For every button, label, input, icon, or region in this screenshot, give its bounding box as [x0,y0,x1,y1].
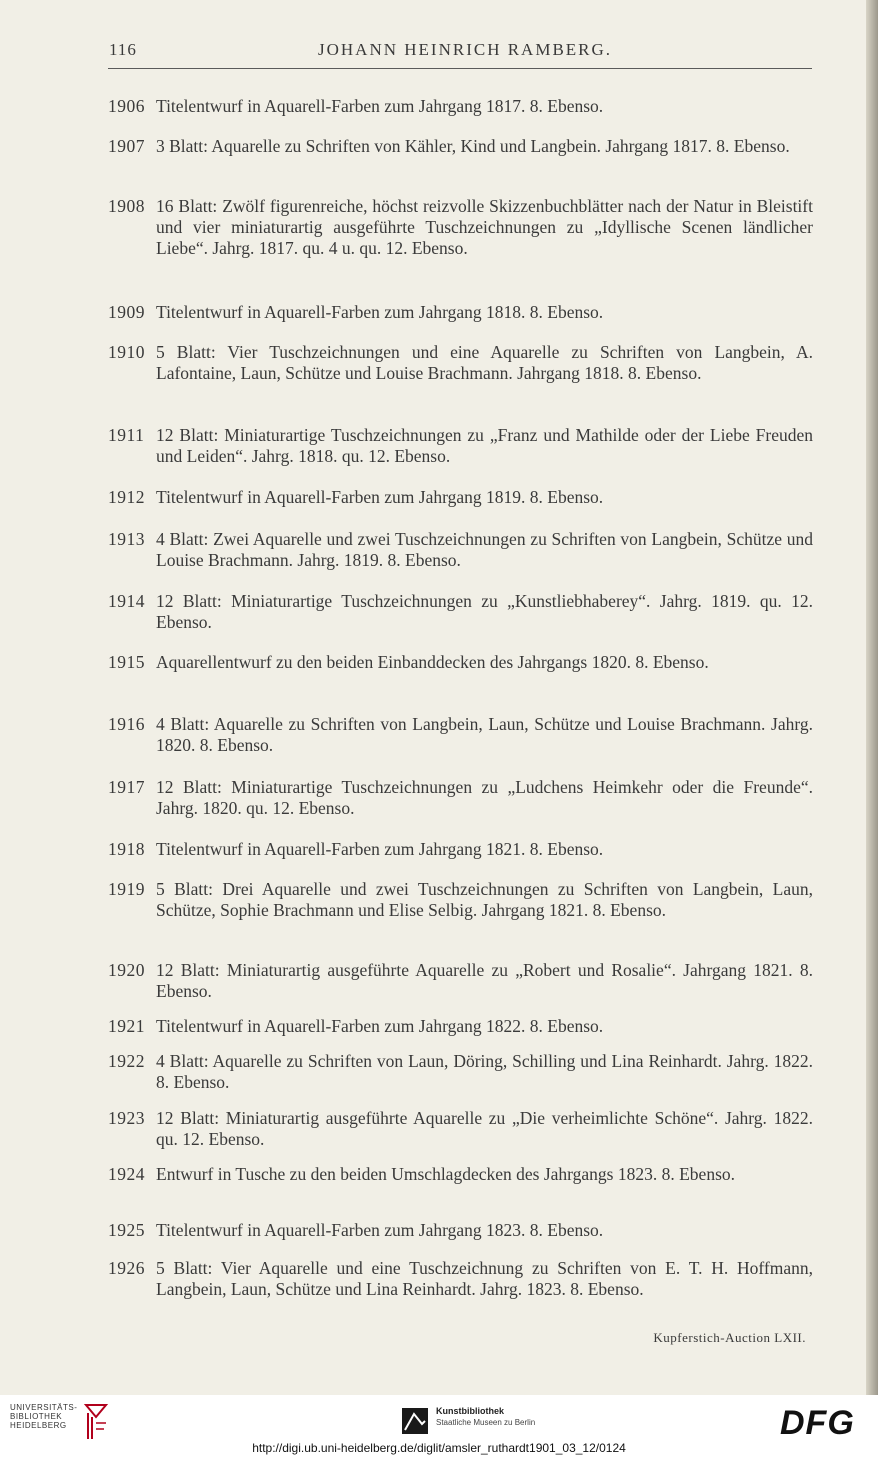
university-library-text: UNIVERSITÄTS- BIBLIOTHEK HEIDELBERG [10,1403,78,1430]
catalogue-entry [108,425,813,467]
entry-text: 3 Blatt: Aquarelle zu Schriften von Kähler, Kind und Langbein. Jahrgang 1817. 8. Ebenso. [156,136,790,156]
catalogue-entry [108,839,813,860]
entry-number: 1920 [108,960,145,980]
entry-text: 12 Blatt: Miniaturartig ausgeführte Aquarelle zu „Die verheimlichte Schöne“. Jahrg. 1822. qu. 12. Ebenso. [156,1108,813,1149]
entry-number: 1922 [108,1051,145,1071]
entry-number: 1911 [108,425,145,445]
entry-text: 4 Blatt: Zwei Aquarelle und zwei Tuschzeichnungen zu Schriften von Langbein, Schütze und Louise Brachmann. Jahrg. 1819. 8. Ebenso. [156,529,813,570]
catalogue-entry [108,342,813,384]
entry-number: 1917 [108,777,145,797]
catalogue-signature: Kupferstich-Auction LXII. [653,1330,806,1345]
entry-number: 1912 [108,487,145,507]
catalogue-entry [108,136,813,157]
kunstbibliothek-title: Kunstbibliothek [436,1406,504,1416]
catalogue-entry [108,879,813,921]
entry-number: 1909 [108,302,145,322]
entry-number: 1921 [108,1016,145,1036]
kunstbibliothek-mark-icon [402,1408,428,1434]
entry-text: 12 Blatt: Miniaturartig ausgeführte Aquarelle zu „Robert und Rosalie“. Jahrgang 1821. 8. Ebenso. [156,960,813,1001]
entry-text: Entwurf in Tusche zu den beiden Umschlagdecken des Jahrgangs 1823. 8. Ebenso. [156,1164,736,1184]
catalogue-entry [108,529,813,571]
entry-text: Titelentwurf in Aquarell-Farben zum Jahrgang 1818. 8. Ebenso. [156,302,604,322]
catalogue-entry [108,302,813,323]
entry-text: 12 Blatt: Miniaturartige Tuschzeichnungen zu „Franz und Mathilde oder der Liebe Freuden und Leiden“. Jahrg. 1818. qu. 12. Ebenso. [156,425,813,466]
entry-number: 1910 [108,342,145,362]
entry-text: Titelentwurf in Aquarell-Farben zum Jahrgang 1819. 8. Ebenso. [156,487,604,507]
dfg-logo[interactable]: DFG [780,1404,855,1442]
header-rule [108,68,812,69]
entry-number: 1914 [108,591,145,611]
catalogue-entry [108,591,813,633]
entry-number: 1926 [108,1258,145,1278]
catalogue-entry [108,777,813,819]
entry-text: Titelentwurf in Aquarell-Farben zum Jahrgang 1823. 8. Ebenso. [156,1220,604,1240]
entry-number: 1915 [108,652,145,672]
entry-number: 1925 [108,1220,145,1240]
catalogue-entry [108,1220,813,1241]
running-head: JOHANN HEINRICH RAMBERG. [318,40,613,59]
entry-text: 4 Blatt: Aquarelle zu Schriften von Langbein, Laun, Schütze und Louise Brachmann. Jahrg. 1820. 8. Ebenso. [156,714,813,755]
catalogue-entry [108,96,813,117]
entry-text: 12 Blatt: Miniaturartige Tuschzeichnungen zu „Ludchens Heimkehr oder die Freunde“. Jahrg. 1820. qu. 12. Ebenso. [156,777,813,818]
entry-number: 1918 [108,839,145,859]
entry-text: Titelentwurf in Aquarell-Farben zum Jahrgang 1817. 8. Ebenso. [156,96,604,116]
permalink-url[interactable]: http://digi.ub.uni-heidelberg.de/diglit/amsler_ruthardt1901_03_12/0124 [252,1441,626,1455]
catalogue-entry [108,196,813,259]
catalogue-entry [108,1051,813,1093]
entry-number: 1916 [108,714,145,734]
catalogue-entry [108,714,813,756]
entry-text: 5 Blatt: Vier Aquarelle und eine Tuschzeichnung zu Schriften von E. T. H. Hoffmann, Langbein, Laun, Schütze und Lina Reinhardt. Jahrg. 1823. 8. Ebenso. [156,1258,813,1299]
catalogue-entry [108,1108,813,1150]
entry-text: Aquarellentwurf zu den beiden Einbanddecken des Jahrgangs 1820. 8. Ebenso. [156,652,709,672]
entry-text: Titelentwurf in Aquarell-Farben zum Jahrgang 1822. 8. Ebenso. [156,1016,604,1036]
page-number: 116 [109,40,137,59]
catalogue-entry [108,487,813,508]
entry-number: 1906 [108,96,145,116]
entry-number: 1907 [108,136,145,156]
catalogue-entry [108,1164,813,1185]
entry-number: 1924 [108,1164,145,1184]
entry-number: 1919 [108,879,145,899]
entry-text: 4 Blatt: Aquarelle zu Schriften von Laun, Döring, Schilling und Lina Reinhardt. Jahrg. 1822. 8. Ebenso. [156,1051,813,1092]
entry-text: 12 Blatt: Miniaturartige Tuschzeichnungen zu „Kunstliebhaberey“. Jahrg. 1819. qu. 12. Ebenso. [156,591,813,632]
catalogue-entry [108,960,813,1002]
entry-number: 1923 [108,1108,145,1128]
kunstbibliothek-logo[interactable] [402,1404,562,1438]
entry-text: 5 Blatt: Vier Tuschzeichnungen und eine Aquarelle zu Schriften von Langbein, A. Lafontaine, Laun, Schütze und Louise Brachmann. Jahrgang 1818. 8. Ebenso. [156,342,813,383]
catalogue-entry [108,652,813,673]
page-edge-shadow [866,0,878,1395]
heidelberg-mark-icon [82,1403,110,1441]
entry-text: 5 Blatt: Drei Aquarelle und zwei Tuschzeichnungen zu Schriften von Langbein, Laun, Schütze, Sophie Brachmann und Elise Selbig. Jahrgang 1821. 8. Ebenso. [156,879,813,920]
catalogue-entry [108,1258,813,1300]
kunstbibliothek-subtitle: Staatliche Museen zu Berlin [436,1418,536,1427]
entry-number: 1908 [108,196,145,216]
catalogue-entry [108,1016,813,1037]
entry-text: Titelentwurf in Aquarell-Farben zum Jahrgang 1821. 8. Ebenso. [156,839,604,859]
entry-text: 16 Blatt: Zwölf figurenreiche, höchst reizvolle Skizzenbuchblätter nach der Natur in Bleistift und vier miniaturartig ausgeführte Tuschzeichnungen zu „Idyllische Scenen ländlicher Liebe“. Jahrg. 1817. qu. 4 u. qu. 12. Ebenso. [156,196,813,258]
entry-number: 1913 [108,529,145,549]
university-library-logo[interactable] [10,1403,110,1443]
